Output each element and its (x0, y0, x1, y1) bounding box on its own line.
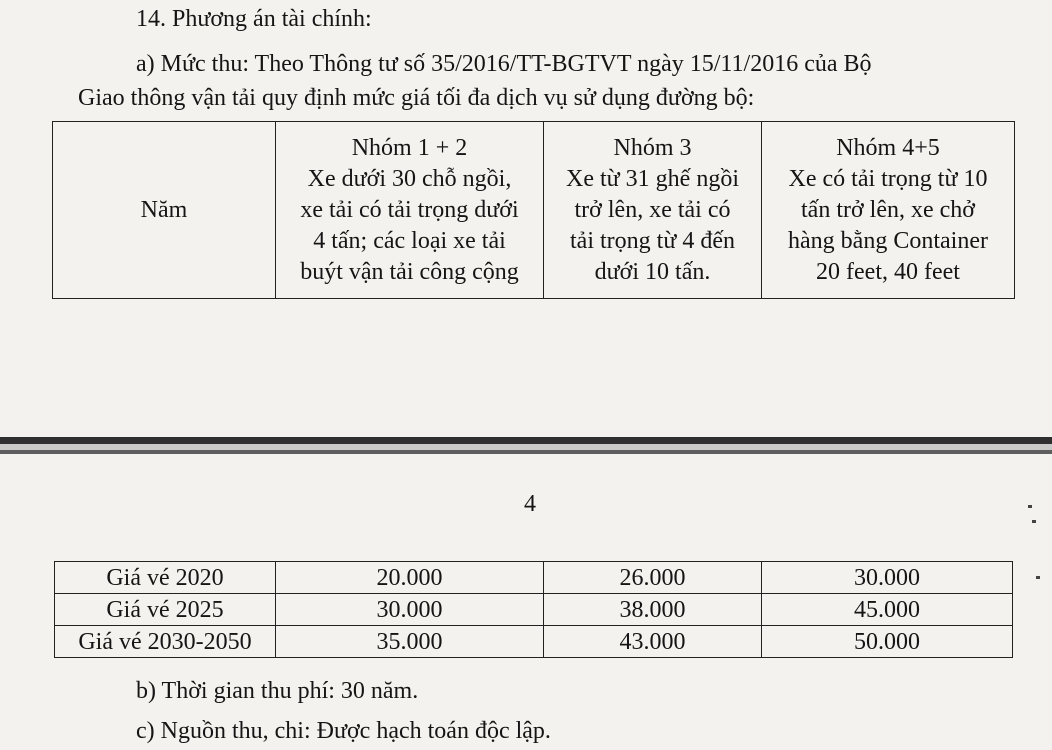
fee-table-body (54, 561, 1013, 658)
section-heading: 14. Phương án tài chính: (136, 6, 372, 32)
fee-cell: 30.000 (762, 562, 1013, 594)
fee-cell: 50.000 (762, 626, 1013, 658)
year-header: Năm (140, 196, 188, 223)
row-label: Giá vé 2030-2050 (55, 626, 276, 658)
group-4-5-header-cell (762, 122, 1015, 299)
row-label: Giá vé 2025 (55, 594, 276, 626)
group-3-desc-line: tải trọng từ 4 đến (570, 227, 735, 254)
group-3-desc-line: trở lên, xe tải có (574, 196, 731, 223)
group-4-5-desc-line: tấn trở lên, xe chở (801, 196, 975, 223)
scan-speck (1036, 576, 1040, 579)
group-1-2-desc-line: Xe dưới 30 chỗ ngồi, (307, 165, 512, 192)
page-number: 4 (524, 491, 536, 517)
group-1-2-header-cell (276, 122, 544, 299)
group-4-5-desc-line: hàng bằng Container (788, 227, 988, 254)
scan-speck (1028, 505, 1032, 508)
group-4-5-title: Nhóm 4+5 (836, 134, 940, 161)
paragraph-a-line-2: Giao thông vận tải quy định mức giá tối đa dịch vụ sử dụng đường bộ: (78, 85, 755, 111)
group-3-desc-line: dưới 10 tấn. (594, 258, 711, 285)
fee-cell: 43.000 (544, 626, 762, 658)
fee-cell: 45.000 (762, 594, 1013, 626)
page-break-divider (0, 437, 1052, 444)
paragraph-c: c) Nguồn thu, chi: Được hạch toán độc lập. (136, 718, 551, 744)
group-3-desc-line: Xe từ 31 ghế ngồi (566, 165, 739, 192)
table-row (55, 594, 1013, 626)
scan-speck (1032, 520, 1036, 523)
fee-cell: 20.000 (276, 562, 544, 594)
fee-cell: 38.000 (544, 594, 762, 626)
group-1-2-title: Nhóm 1 + 2 (351, 134, 468, 161)
group-4-5-desc-line: Xe có tải trọng từ 10 (788, 165, 988, 192)
page-break-divider-lower (0, 450, 1052, 454)
paragraph-b: b) Thời gian thu phí: 30 năm. (136, 678, 419, 704)
group-4-5-desc-line: 20 feet, 40 feet (816, 258, 960, 285)
fee-cell: 35.000 (276, 626, 544, 658)
row-label: Giá vé 2020 (55, 562, 276, 594)
table-row (55, 626, 1013, 658)
table-row (55, 562, 1013, 594)
fee-table-header (52, 121, 1015, 299)
fee-cell: 30.000 (276, 594, 544, 626)
year-header-cell (53, 122, 276, 299)
fee-cell: 26.000 (544, 562, 762, 594)
group-1-2-desc-line: buýt vận tải công cộng (300, 258, 519, 285)
group-1-2-desc-line: 4 tấn; các loại xe tải (313, 227, 506, 254)
group-3-header-cell (544, 122, 762, 299)
paragraph-a-line-1: a) Mức thu: Theo Thông tư số 35/2016/TT-BGTVT ngày 15/11/2016 của Bộ (136, 51, 872, 77)
group-1-2-desc-line: xe tải có tải trọng dưới (300, 196, 519, 223)
group-3-title: Nhóm 3 (613, 134, 692, 161)
